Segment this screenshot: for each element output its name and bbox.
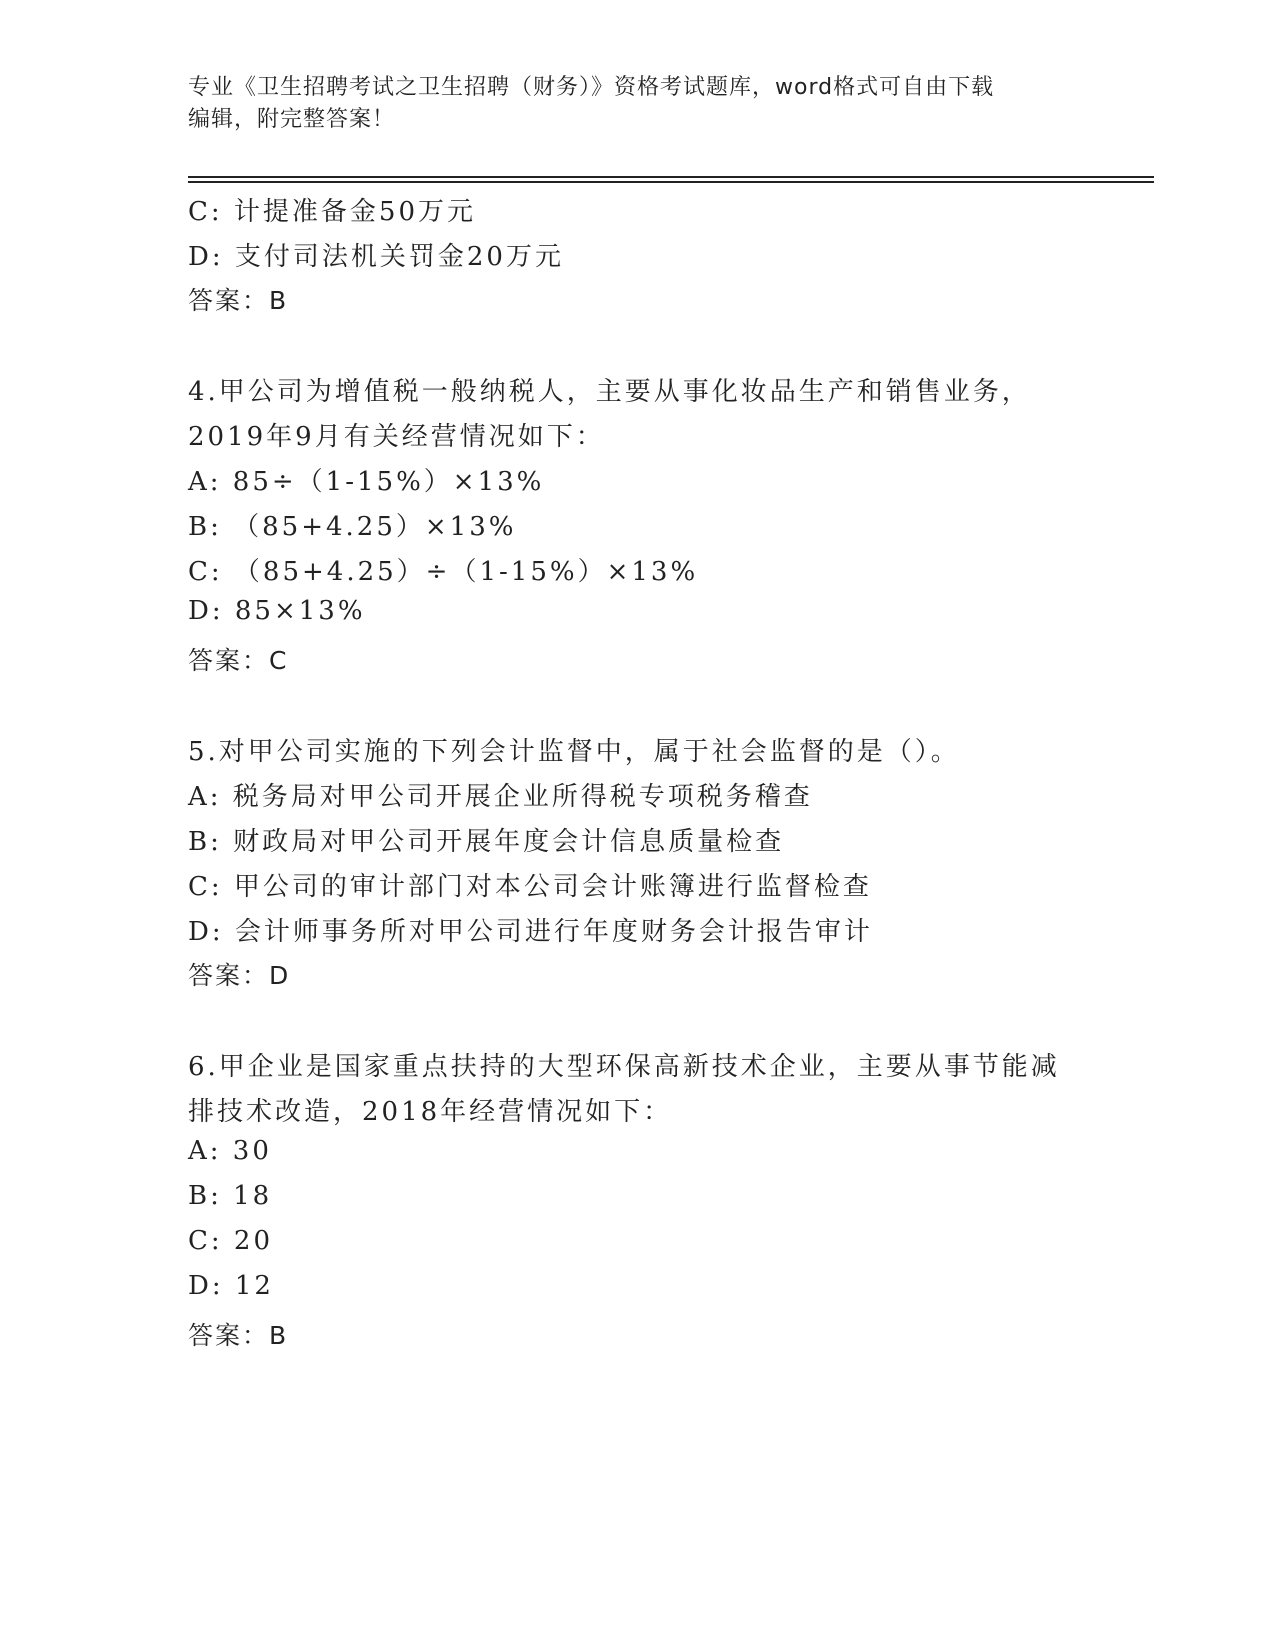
header-line-2: 编辑，附完整答案！ (188, 107, 396, 132)
q5-option-b: B: 财政局对甲公司开展年度会计信息质量检查 (188, 827, 785, 857)
header-rule-top (188, 176, 1154, 178)
q4-stem-line-2: 2019年9月有关经营情况如下： (188, 422, 605, 452)
q4-stem-line-1: 4.甲公司为增值税一般纳税人，主要从事化妆品生产和销售业务， (188, 377, 1031, 407)
document-header (188, 72, 1088, 136)
q6-option-d: D: 12 (188, 1271, 274, 1301)
q6-stem-line-2: 排技术改造，2018年经营情况如下： (188, 1097, 673, 1127)
q6-option-c: C: 20 (188, 1226, 274, 1256)
q6-option-b: B: 18 (188, 1181, 273, 1211)
header-rule-bottom (188, 181, 1154, 183)
q4-option-a: A: 85÷（1-15%）×13% (188, 467, 545, 497)
q3-option-d: D: 支付司法机关罚金20万元 (188, 242, 564, 272)
q5-option-c: C: 甲公司的审计部门对本公司会计账簿进行监督检查 (188, 872, 872, 902)
q6-option-a: A: 30 (188, 1136, 272, 1166)
q3-option-c: C: 计提准备金50万元 (188, 197, 477, 227)
q5-answer: 答案：D (188, 961, 291, 990)
q5-stem: 5.对甲公司实施的下列会计监督中，属于社会监督的是（）。 (188, 737, 960, 767)
q4-option-b: B: （85+4.25）×13% (188, 512, 517, 542)
q5-option-a: A: 税务局对甲公司开展企业所得税专项税务稽查 (188, 782, 813, 812)
header-line-1: 专业《卫生招聘考试之卫生招聘（财务）》资格考试题库，word格式可自由下载 (188, 75, 995, 100)
q4-answer: 答案：C (188, 646, 289, 675)
q6-stem-line-1: 6.甲企业是国家重点扶持的大型环保高新技术企业，主要从事节能减 (188, 1052, 1060, 1082)
q4-option-d: D: 85×13% (188, 596, 366, 626)
q4-option-c: C: （85+4.25）÷（1-15%）×13% (188, 557, 699, 587)
q3-answer: 答案：B (188, 286, 289, 315)
q6-answer: 答案：B (188, 1321, 289, 1350)
q5-option-d: D: 会计师事务所对甲公司进行年度财务会计报告审计 (188, 917, 873, 947)
